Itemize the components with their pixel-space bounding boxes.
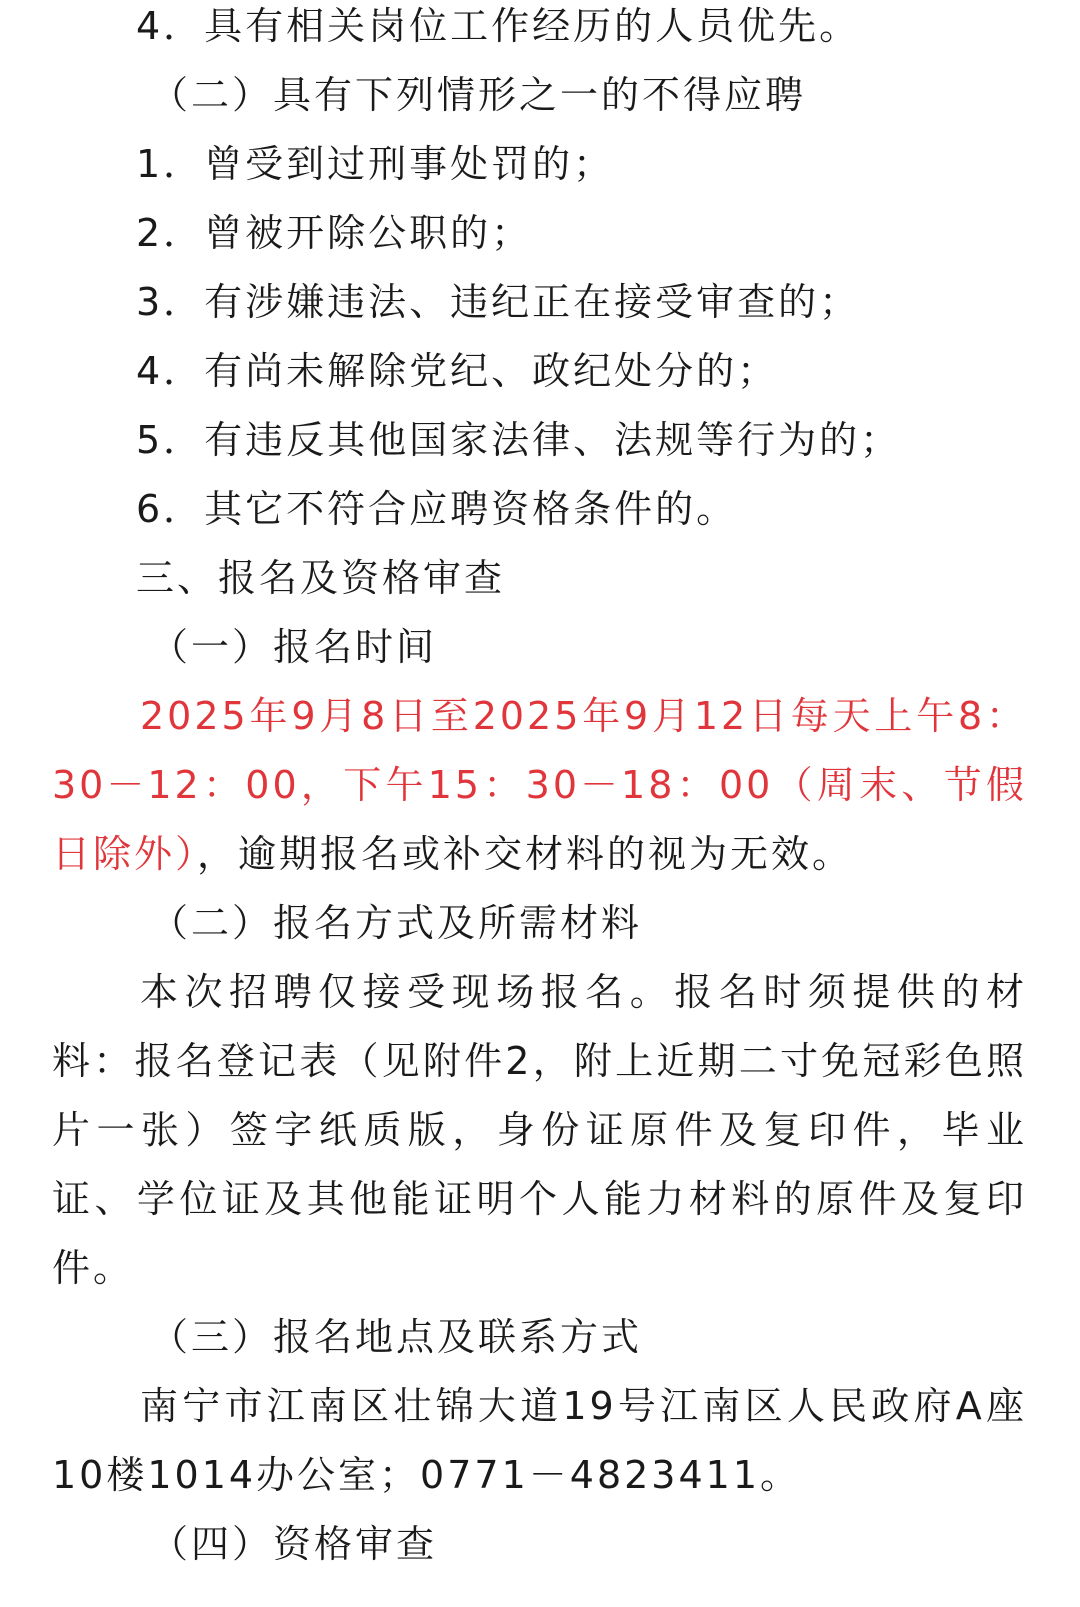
disqualification-item-4: 4．有尚未解除党纪、政纪处分的； bbox=[136, 349, 779, 393]
disqualification-item-6: 6．其它不符合应聘资格条件的。 bbox=[136, 487, 738, 531]
disqualification-item-5: 5．有违反其他国家法律、法规等行为的； bbox=[136, 418, 902, 462]
registration-materials-paragraph: 本次招聘仅接受现场报名。报名时须提供的材料：报名登记表（见附件2，附上近期二寸免冠彩色照片一张）签字纸质版，身份证原件及复印件，毕业证、学位证及其他能证明个人能力材料的原件及复印件。 bbox=[52, 970, 1027, 1290]
subheading-qualification-review: （四）资格审查 bbox=[150, 1522, 438, 1566]
registration-time-highlight: 2025年9月8日至2025年9月12日每天上午8：30－12：00，下午15：30－18：00（周末、节假日除外） bbox=[52, 694, 1027, 876]
disqualification-item-2: 2．曾被开除公职的； bbox=[136, 211, 533, 255]
subheading-registration-method: （二）报名方式及所需材料 bbox=[150, 901, 643, 945]
subheading-disqualifications: （二）具有下列情形之一的不得应聘 bbox=[150, 73, 807, 117]
section-heading-registration: 三、报名及资格审查 bbox=[136, 556, 506, 600]
registration-address-paragraph: 南宁市江南区壮锦大道19号江南区人民政府A座10楼1014办公室；0771－4823411。 bbox=[52, 1384, 1027, 1497]
subheading-registration-time: （一）报名时间 bbox=[150, 625, 438, 669]
disqualification-item-1: 1．曾受到过刑事处罚的； bbox=[136, 142, 615, 186]
subheading-registration-location: （三）报名地点及联系方式 bbox=[150, 1315, 643, 1359]
disqualification-item-3: 3．有涉嫌违法、违纪正在接受审查的； bbox=[136, 280, 861, 324]
priority-clause-4: 4．具有相关岗位工作经历的人员优先。 bbox=[136, 4, 861, 48]
registration-time-paragraph bbox=[52, 682, 1027, 889]
registration-time-note: ，逾期报名或补交材料的视为无效。 bbox=[197, 832, 854, 876]
